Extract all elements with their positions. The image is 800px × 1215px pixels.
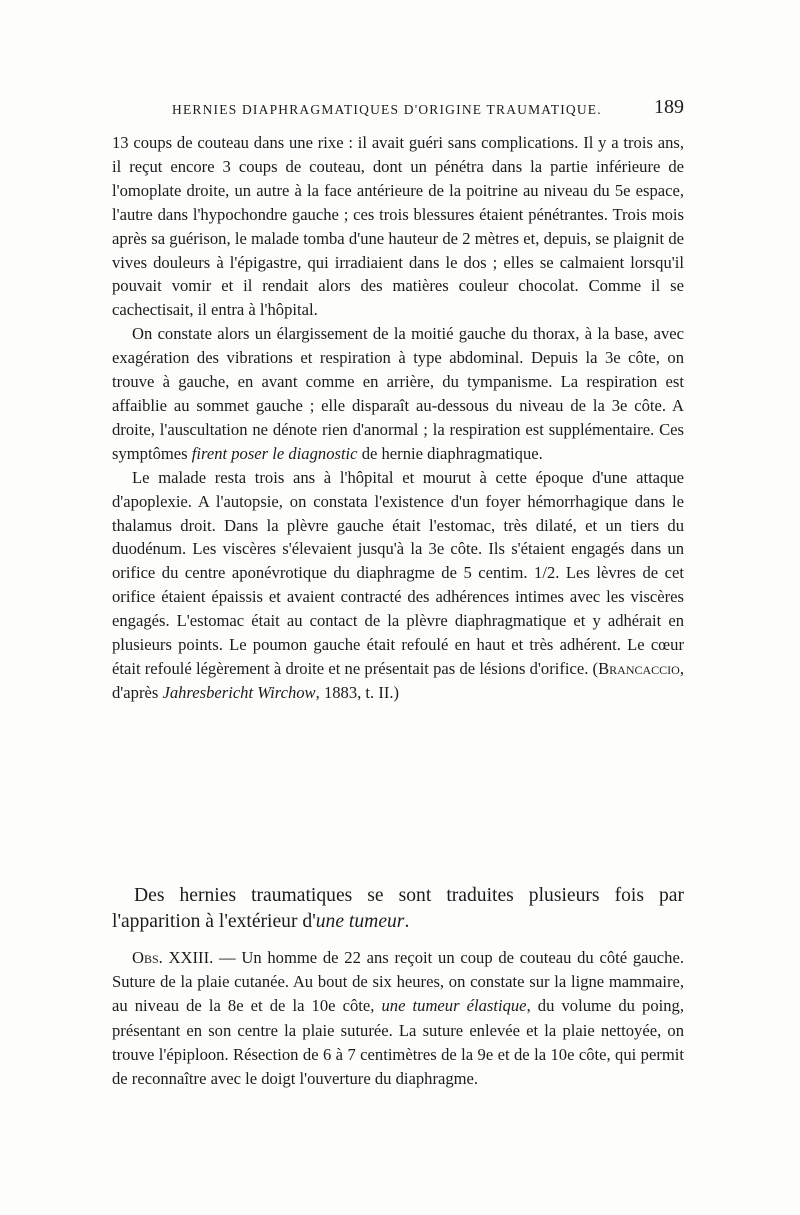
observation-label: Obs. XXIII. — [132, 948, 214, 967]
italic-phrase: une tumeur élastique — [381, 996, 527, 1016]
page-number: 189 — [654, 96, 684, 118]
observation-text — [112, 946, 684, 1091]
page-header — [112, 96, 684, 122]
paragraph-examination: On constate alors un élargissement de la moitié gauche du thorax, à la base, avec exagération des vibrations et respiration à type abdominal. Depuis la 3e côte, on trouve à gauche, en avant comme en arrière, du tympanisme. La respiration est affaiblie au sommet gauche ; elle disparaît au-dessous du niveau de la 3e côte. A droite, l'auscultation ne dénote rien d'anormal ; la respiration est supplémentaire. Ces symptômes firent poser le diagnostic de hernie diaphragmatique. — [112, 324, 684, 463]
case-report-text — [112, 131, 684, 705]
italic-phrase: firent poser le diagnostic — [191, 443, 358, 463]
running-title: HERNIES DIAPHRAGMATIQUES D'ORIGINE TRAUMATIQUE. — [172, 102, 602, 117]
paragraph-autopsy: Le malade resta trois ans à l'hôpital et mourut à cette époque d'une attaque d'apoplexie. A l'autopsie, on constata l'existence d'un foyer hémorrhagique dans le thalamus droit. Dans la plèvre gauche était l'estomac, très dilaté, et un tiers du duodénum. Les viscères s'élevaient jusqu'à la 3e côte. Ils s'étaient engagés dans un orifice du centre aponévrotique du diaphragme de 5 centim. 1/2. Les lèvres de cet orifice étaient épaissis et avaient contracté des adhérences intimes avec les viscères engagés. L'estomac était au contact de la plèvre diaphragmatique et y adhérait en plusieurs points. Le poumon gauche était refoulé en haut et très adhérent. Le cœur était refoulé légèrement à droite et ne présentait pas de lésions d'orifice. (Brancaccio, d'après Jahresbericht Wirchow, 1883, t. II.) — [112, 467, 684, 702]
source-title: Jahresbericht Wirchow — [162, 682, 316, 702]
paragraph-continued: 13 coups de couteau dans une rixe : il avait guéri sans complications. Il y a trois ans, il reçut encore 3 coups de couteau, dont un pénétra dans la partie inférieure de l'omoplate droite, un autre à la face antérieure de la poitrine au niveau du 5e espace, l'autre dans l'hypochondre gauche ; ces trois blessures étaient pénétrantes. Trois mois après sa guérison, le malade tomba d'une hauteur de 2 mètres et, depuis, se plaignit de vives douleurs à l'épigastre, qui irradiaient dans le dos ; elles se calmaient lorsqu'il pouvait vomir et il rendait alors des matières couleur chocolat. Comme il se cachectisait, il entra à l'hôpital. — [112, 133, 684, 320]
main-text — [112, 883, 684, 935]
italic-phrase: une tumeur — [315, 911, 405, 932]
author-name: Brancaccio — [598, 658, 680, 678]
paragraph-observation: Obs. XXIII. — Un homme de 22 ans reçoit un coup de couteau du côté gauche. Suture de la plaie cutanée. Au bout de six heures, on constate sur la ligne mammaire, au niveau de la 8e et de la 10e côte, une tumeur élastique, du volume du poing, présentant en son centre la plaie suturée. La suture enlevée et la plaie nettoyée, on trouve l'épiploon. Résection de 6 à 7 centimètres de la 9e et de la 10e côte, qui permit de reconnaître avec le doigt l'ouverture du diaphragme. — [112, 948, 684, 1089]
paragraph-main: Des hernies traumatiques se sont traduites plusieurs fois par l'apparition à l'extérieur d'une tumeur. — [112, 885, 684, 932]
